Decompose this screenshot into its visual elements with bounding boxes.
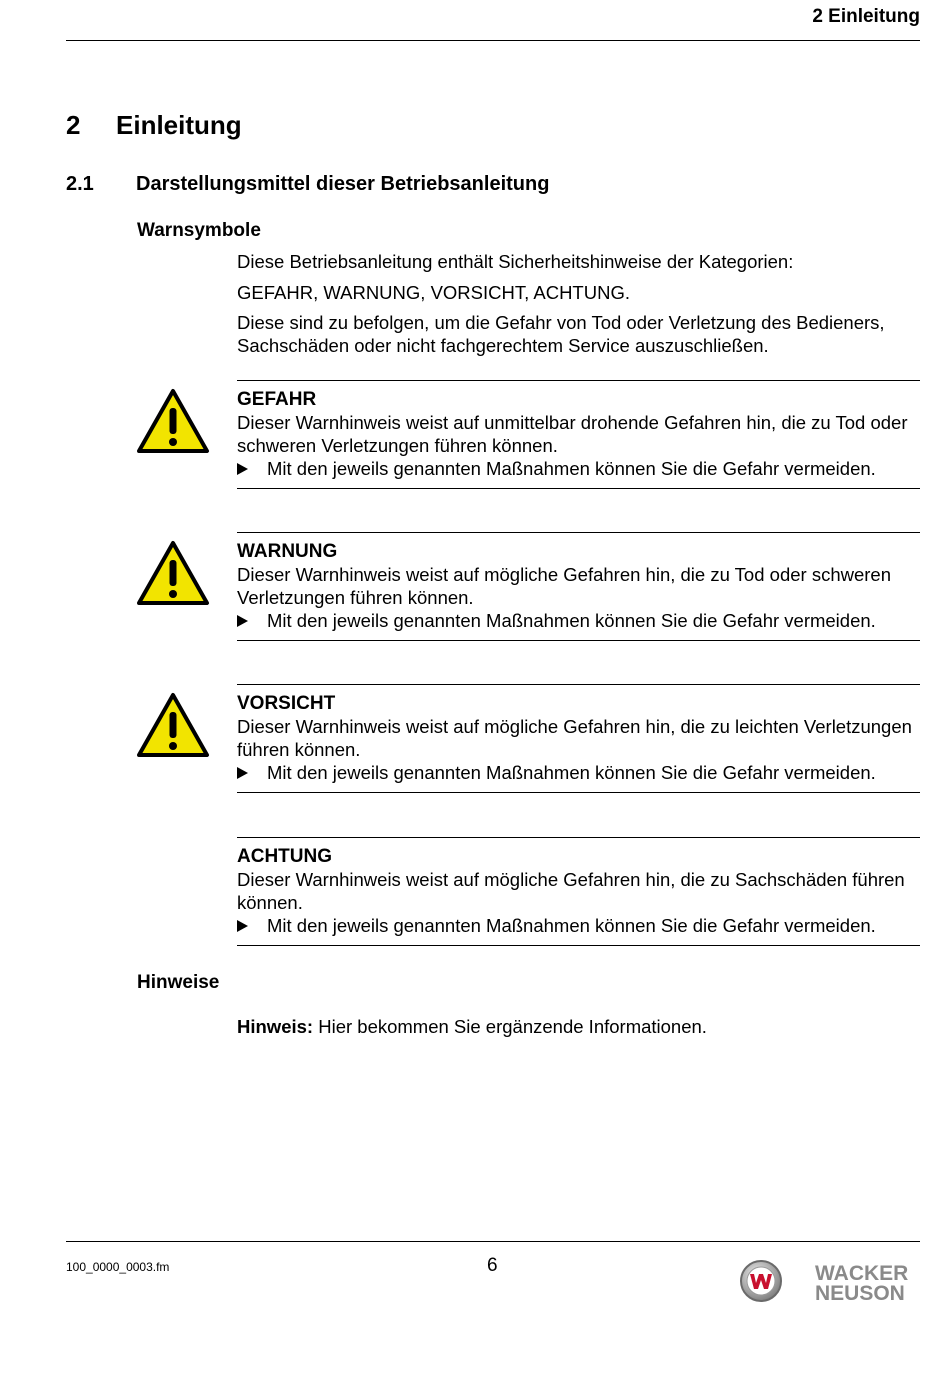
warning-block-vorsicht	[237, 684, 920, 793]
warnsymbole-heading: Warnsymbole	[137, 220, 261, 241]
warning-triangle-icon	[136, 540, 210, 606]
warning-block-gefahr	[237, 380, 920, 489]
section-number: 2.1	[66, 173, 94, 195]
warning-block-achtung	[237, 837, 920, 946]
warning-text: Dieser Warnhinweis weist auf mögliche Gefahren hin, die zu Sachschäden führen können.	[237, 869, 905, 913]
section-title: Darstellungsmittel dieser Betriebsanleitung	[136, 173, 550, 195]
wacker-neuson-emblem-icon	[738, 1258, 920, 1304]
block-top-rule	[237, 380, 920, 381]
footer-rule	[66, 1241, 920, 1242]
warning-title: GEFAHR	[237, 389, 317, 410]
chapter-number: 2	[66, 110, 81, 140]
block-top-rule	[237, 837, 920, 838]
warning-step	[237, 761, 920, 784]
warning-step-text: Mit den jeweils genannten Maßnahmen können Sie die Gefahr vermeiden.	[267, 915, 876, 936]
chapter-heading	[66, 110, 242, 141]
footer-filename: 100_0000_0003.fm	[66, 1260, 170, 1274]
block-bottom-rule	[237, 640, 920, 641]
section-heading	[66, 173, 549, 196]
warning-triangle-icon	[136, 388, 210, 454]
warning-title: ACHTUNG	[237, 846, 332, 867]
hint-label: Hinweis:	[237, 1016, 314, 1037]
warning-title: WARNUNG	[237, 541, 338, 562]
warning-step-text: Mit den jeweils genannten Maßnahmen können Sie die Gefahr vermeiden.	[267, 458, 876, 479]
block-top-rule	[237, 684, 920, 685]
warnsymbole-intro-1: Diese Betriebsanleitung enthält Sicherheitshinweise der Kategorien:	[237, 251, 794, 272]
warning-step	[237, 457, 920, 480]
page-number: 6	[487, 1255, 498, 1276]
arrow-right-icon	[237, 615, 248, 627]
running-header: 2 Einleitung	[812, 6, 920, 27]
warning-step-text: Mit den jeweils genannten Maßnahmen können Sie die Gefahr vermeiden.	[267, 610, 876, 631]
warning-title: VORSICHT	[237, 693, 336, 714]
wacker-neuson-logo	[738, 1258, 920, 1309]
warning-triangle-icon	[136, 692, 210, 758]
hint-text: Hier bekommen Sie ergänzende Informationen.	[318, 1016, 707, 1037]
block-bottom-rule	[237, 488, 920, 489]
warning-text: Dieser Warnhinweis weist auf mögliche Gefahren hin, die zu Tod oder schweren Verletzungen führen können.	[237, 564, 891, 608]
warning-block-warnung	[237, 532, 920, 641]
warning-text: Dieser Warnhinweis weist auf unmittelbar drohende Gefahren hin, die zu Tod oder schweren Verletzungen führen können.	[237, 412, 908, 456]
warning-step	[237, 609, 920, 632]
warnsymbole-intro-2: GEFAHR, WARNUNG, VORSICHT, ACHTUNG.	[237, 282, 630, 303]
block-top-rule	[237, 532, 920, 533]
warning-step-text: Mit den jeweils genannten Maßnahmen können Sie die Gefahr vermeiden.	[267, 762, 876, 783]
brand-line-1: WACKER	[815, 1262, 909, 1285]
hinweise-heading: Hinweise	[137, 972, 220, 993]
brand-line-2: NEUSON	[815, 1282, 905, 1304]
block-bottom-rule	[237, 792, 920, 793]
chapter-title: Einleitung	[116, 110, 242, 140]
warning-text: Dieser Warnhinweis weist auf mögliche Gefahren hin, die zu leichten Verletzungen führen können.	[237, 716, 912, 760]
warnsymbole-intro-3: Diese sind zu befolgen, um die Gefahr von Tod oder Verletzung des Bedieners, Sachschäden oder nicht fachgerechtem Service auszuschließen.	[237, 312, 885, 356]
block-bottom-rule	[237, 945, 920, 946]
header-rule	[66, 40, 920, 41]
arrow-right-icon	[237, 767, 248, 779]
hint-paragraph	[237, 1016, 707, 1038]
arrow-right-icon	[237, 463, 248, 475]
arrow-right-icon	[237, 920, 248, 932]
warning-step	[237, 914, 920, 937]
